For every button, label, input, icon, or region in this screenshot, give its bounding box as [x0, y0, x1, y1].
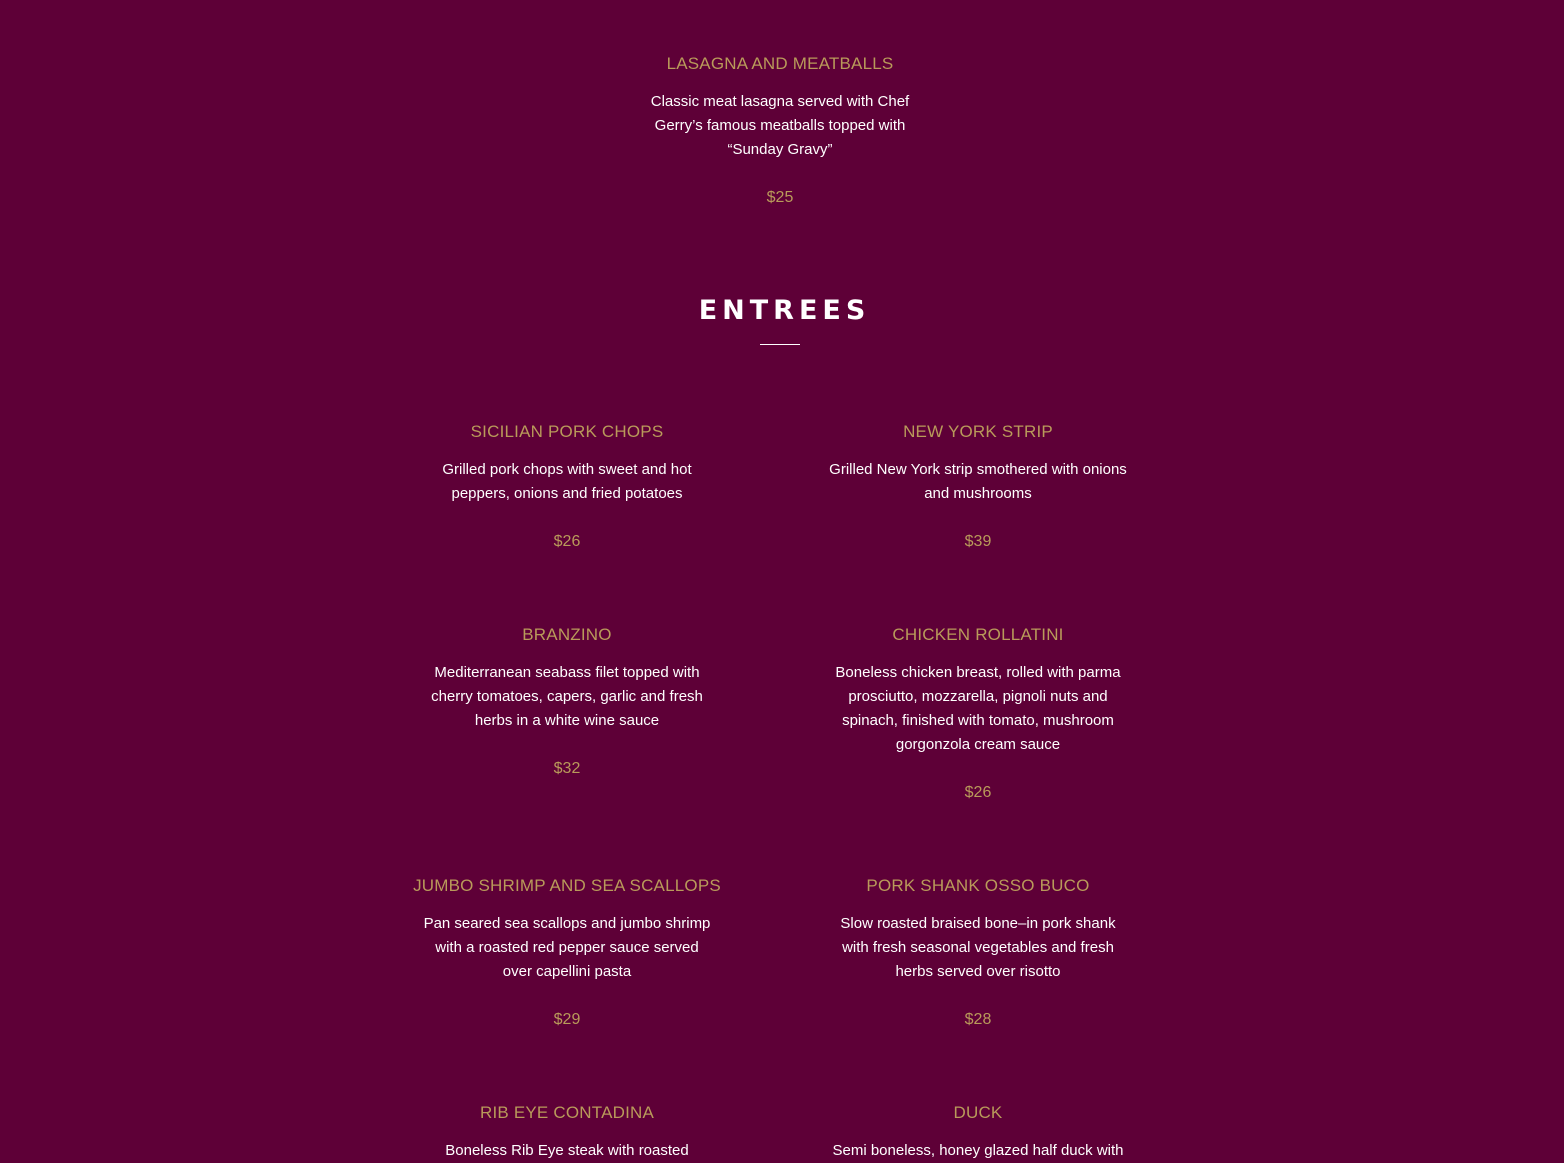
dish-price: $26: [964, 784, 992, 801]
menu-item-chicken-rollatini: [828, 625, 1128, 803]
dish-price: $29: [553, 1011, 581, 1028]
dish-description: Semi boneless, honey glazed half duck with: [832, 1142, 1124, 1159]
dish-price: $26: [553, 533, 581, 550]
dish-name: SICILIAN PORK CHOPS: [470, 422, 664, 441]
menu-item-duck: [818, 1103, 1138, 1163]
menu-item-rib-eye-contadina: [417, 1103, 717, 1163]
dish-description: Pan seared sea scallops and jumbo shrimp with a roasted red pepper sauce served over capellini pasta: [423, 915, 711, 980]
dish-price: $28: [964, 1011, 992, 1028]
dish-description: Classic meat lasagna served with Chef Gerry’s famous meatballs topped with “Sunday Gravy”: [650, 93, 910, 158]
section-divider: [760, 344, 800, 345]
dish-price: $32: [553, 760, 581, 777]
dish-description: Grilled pork chops with sweet and hot peppers, onions and fried potatoes: [442, 461, 692, 502]
dish-description: Grilled New York strip smothered with onions and mushrooms: [829, 461, 1127, 502]
dish-name: PORK SHANK OSSO BUCO: [866, 876, 1090, 895]
dish-name: NEW YORK STRIP: [903, 422, 1053, 441]
menu-item-jumbo-shrimp-and-sea-scallops: [407, 876, 727, 1030]
dish-name: RIB EYE CONTADINA: [479, 1103, 655, 1122]
dish-description: Slow roasted braised bone–in pork shank with fresh seasonal vegetables and fresh herbs served over risotto: [840, 915, 1116, 980]
dish-name: JUMBO SHRIMP AND SEA SCALLOPS: [413, 876, 721, 895]
menu-item-new-york-strip: [828, 422, 1128, 552]
dish-price: $25: [766, 189, 794, 206]
menu-item-branzino: [417, 625, 717, 779]
menu-item-lasagna-and-meatballs: [640, 54, 920, 208]
menu-item-sicilian-pork-chops: [417, 422, 717, 552]
dish-name: LASAGNA AND MEATBALLS: [666, 54, 894, 73]
dish-description: Boneless Rib Eye steak with roasted: [445, 1142, 689, 1159]
dish-description: Mediterranean seabass filet topped with cherry tomatoes, capers, garlic and fresh herbs in a white wine sauce: [431, 664, 703, 729]
menu-item-pork-shank-osso-buco: [818, 876, 1138, 1030]
dish-name: CHICKEN ROLLATINI: [892, 625, 1064, 644]
dish-name: BRANZINO: [522, 625, 612, 644]
dish-description: Boneless chicken breast, rolled with parma prosciutto, mozzarella, pignoli nuts and spinach, finished with tomato, mushroom gorgonzola cream sauce: [835, 664, 1121, 753]
section-title-entrees: ENTREES: [698, 295, 871, 326]
dish-name: DUCK: [953, 1103, 1003, 1122]
dish-price: $39: [964, 533, 992, 550]
